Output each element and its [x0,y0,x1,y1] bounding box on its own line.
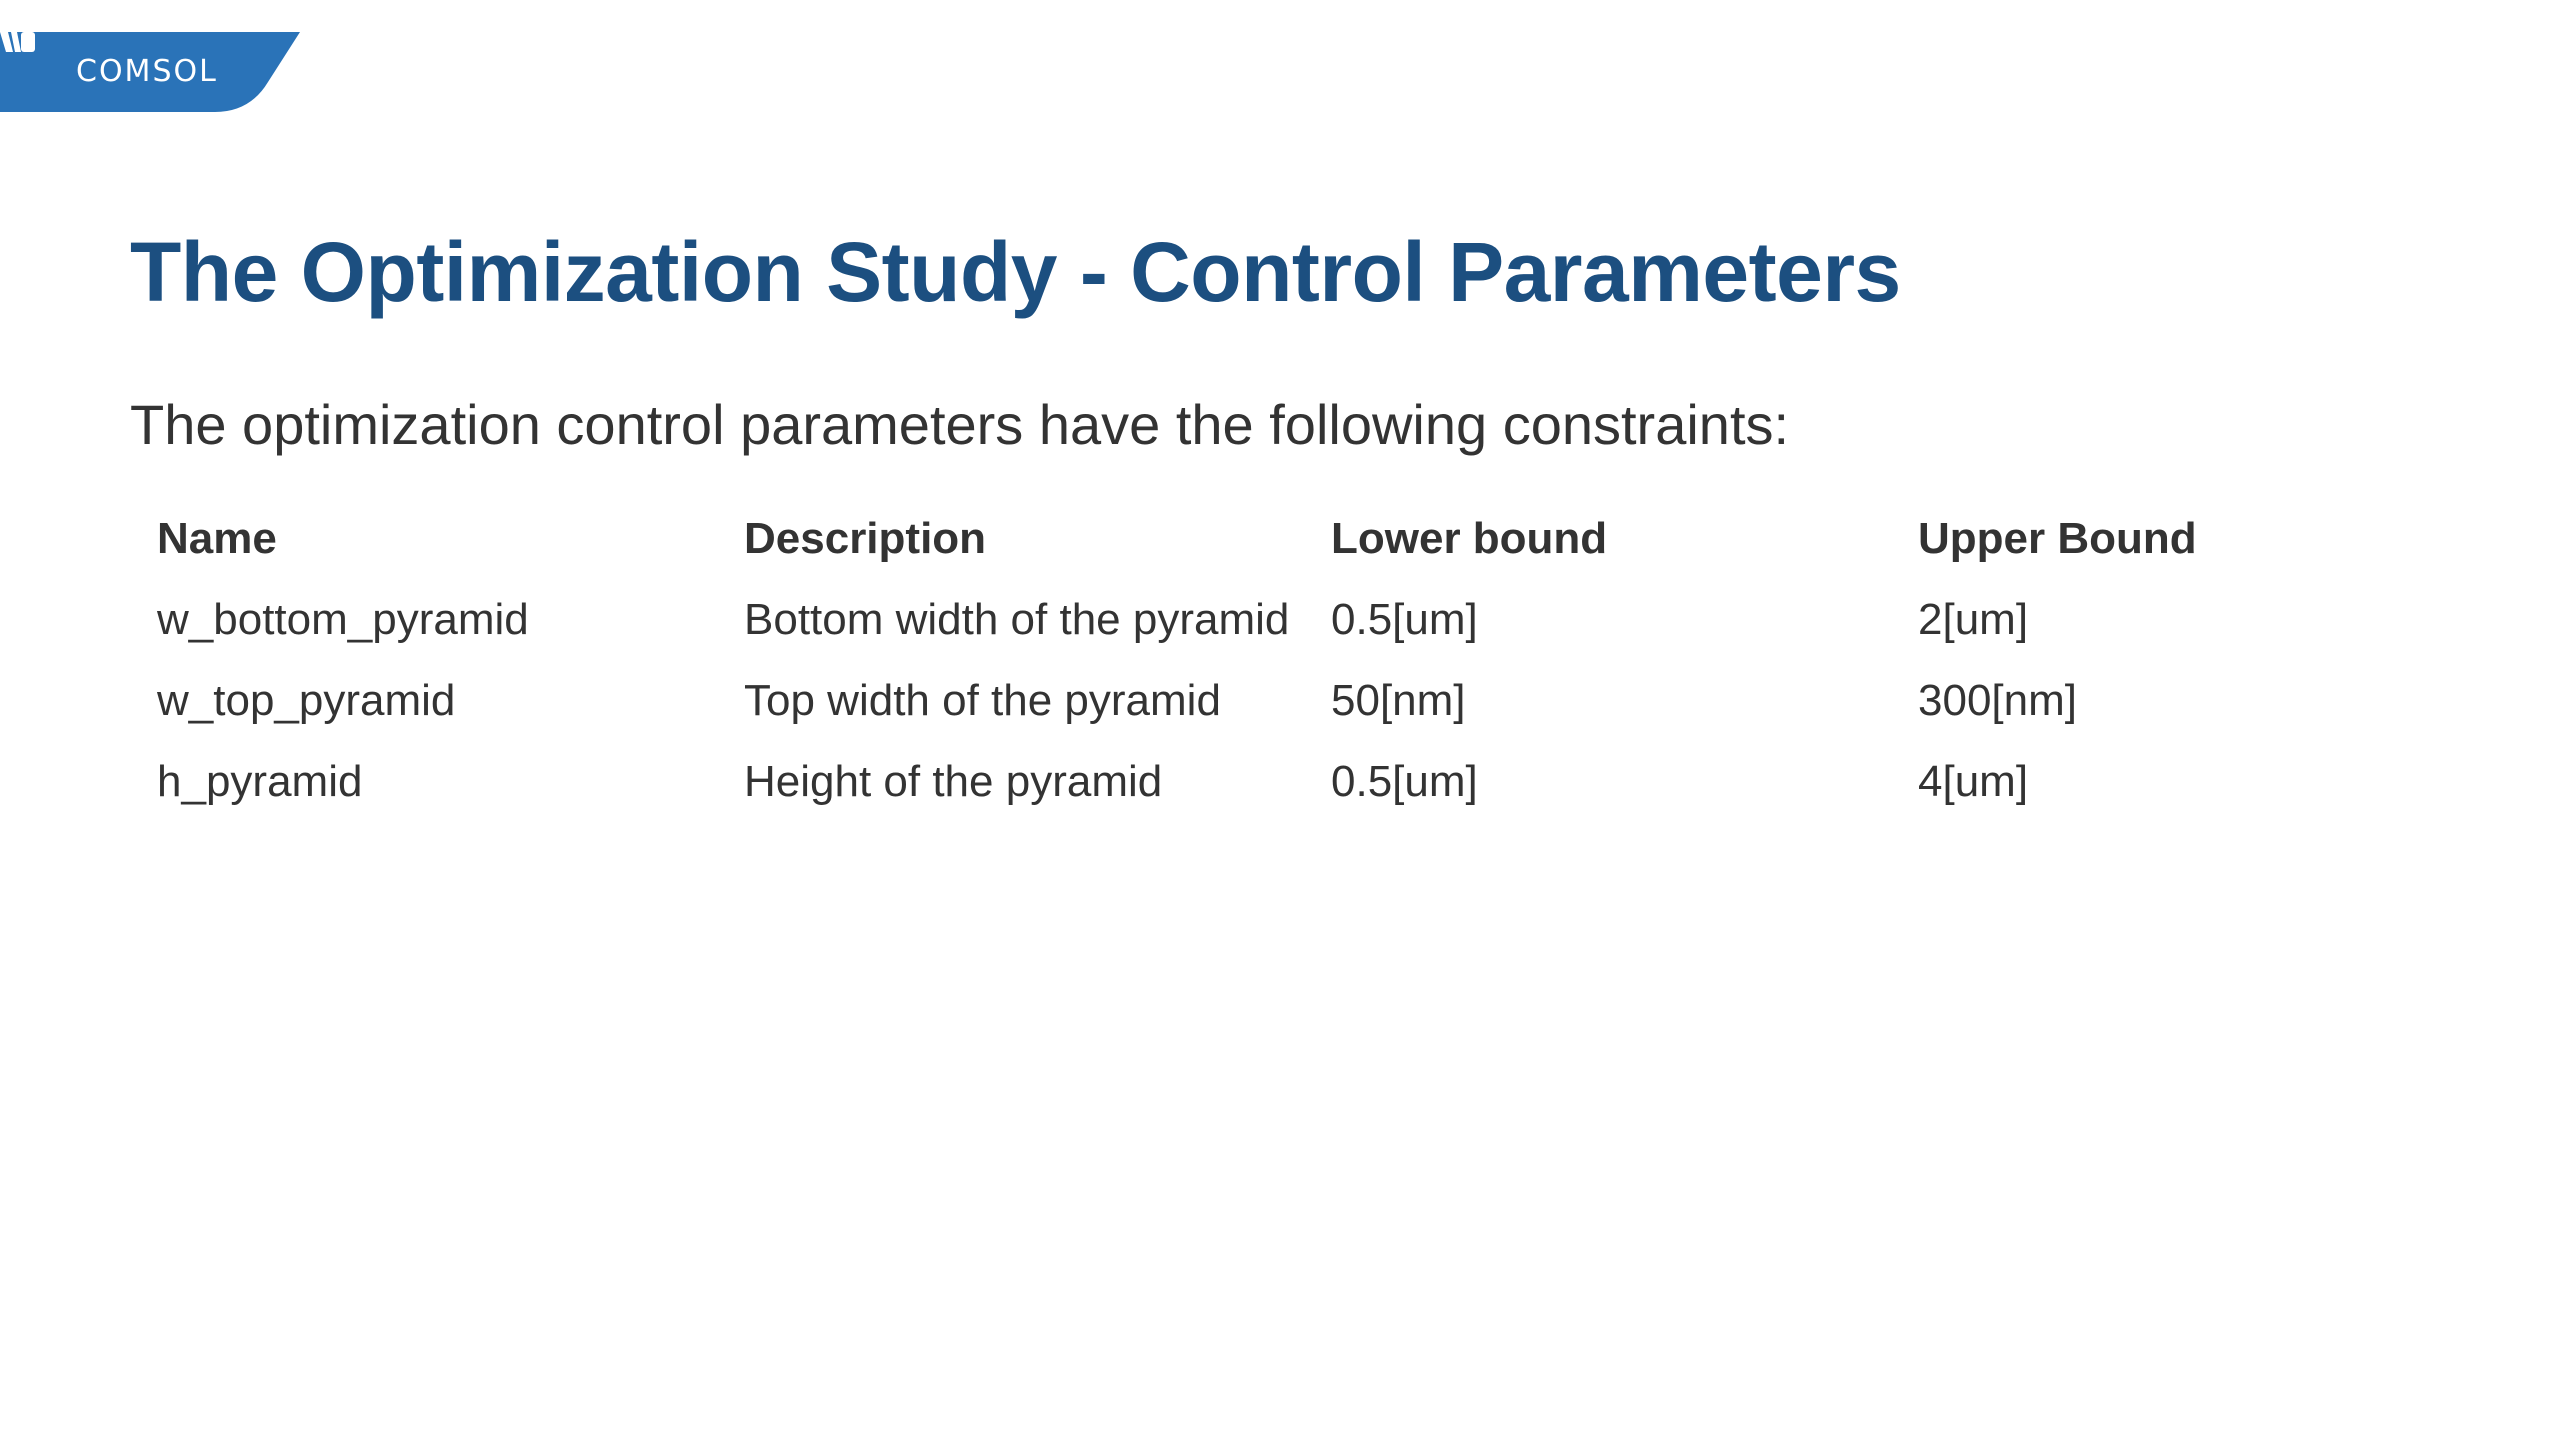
logo-text: COMSOL [76,54,218,89]
header-upper-bound: Upper Bound [1918,514,2197,563]
slide-title: The Optimization Study - Control Parameters [130,225,1901,319]
cell-name: h_pyramid [157,757,363,806]
cell-lower-bound: 50[nm] [1331,676,1466,725]
cell-lower-bound: 0.5[um] [1331,757,1478,806]
cell-name: w_bottom_pyramid [157,595,529,644]
table-header-row [130,505,2318,592]
comsol-logo-icon [0,32,38,52]
cell-description: Top width of the pyramid [744,676,1221,725]
header-description: Description [744,514,987,563]
cell-name: w_top_pyramid [157,676,456,725]
cell-description: Height of the pyramid [744,757,1163,806]
cell-description: Bottom width of the pyramid [744,595,1290,644]
control-parameters-table [130,505,2318,835]
cell-lower-bound: 0.5[um] [1331,595,1478,644]
cell-upper-bound: 4[um] [1918,757,2029,806]
cell-upper-bound: 300[nm] [1918,676,2077,725]
table-row [130,592,2318,673]
cell-upper-bound: 2[um] [1918,595,2029,644]
header-lower-bound: Lower bound [1331,514,1608,563]
table-row [130,754,2318,835]
comsol-logo-badge [0,32,300,112]
table-row [130,673,2318,754]
slide-subtitle: The optimization control parameters have the following constraints: [130,393,1790,456]
header-name: Name [157,514,277,563]
